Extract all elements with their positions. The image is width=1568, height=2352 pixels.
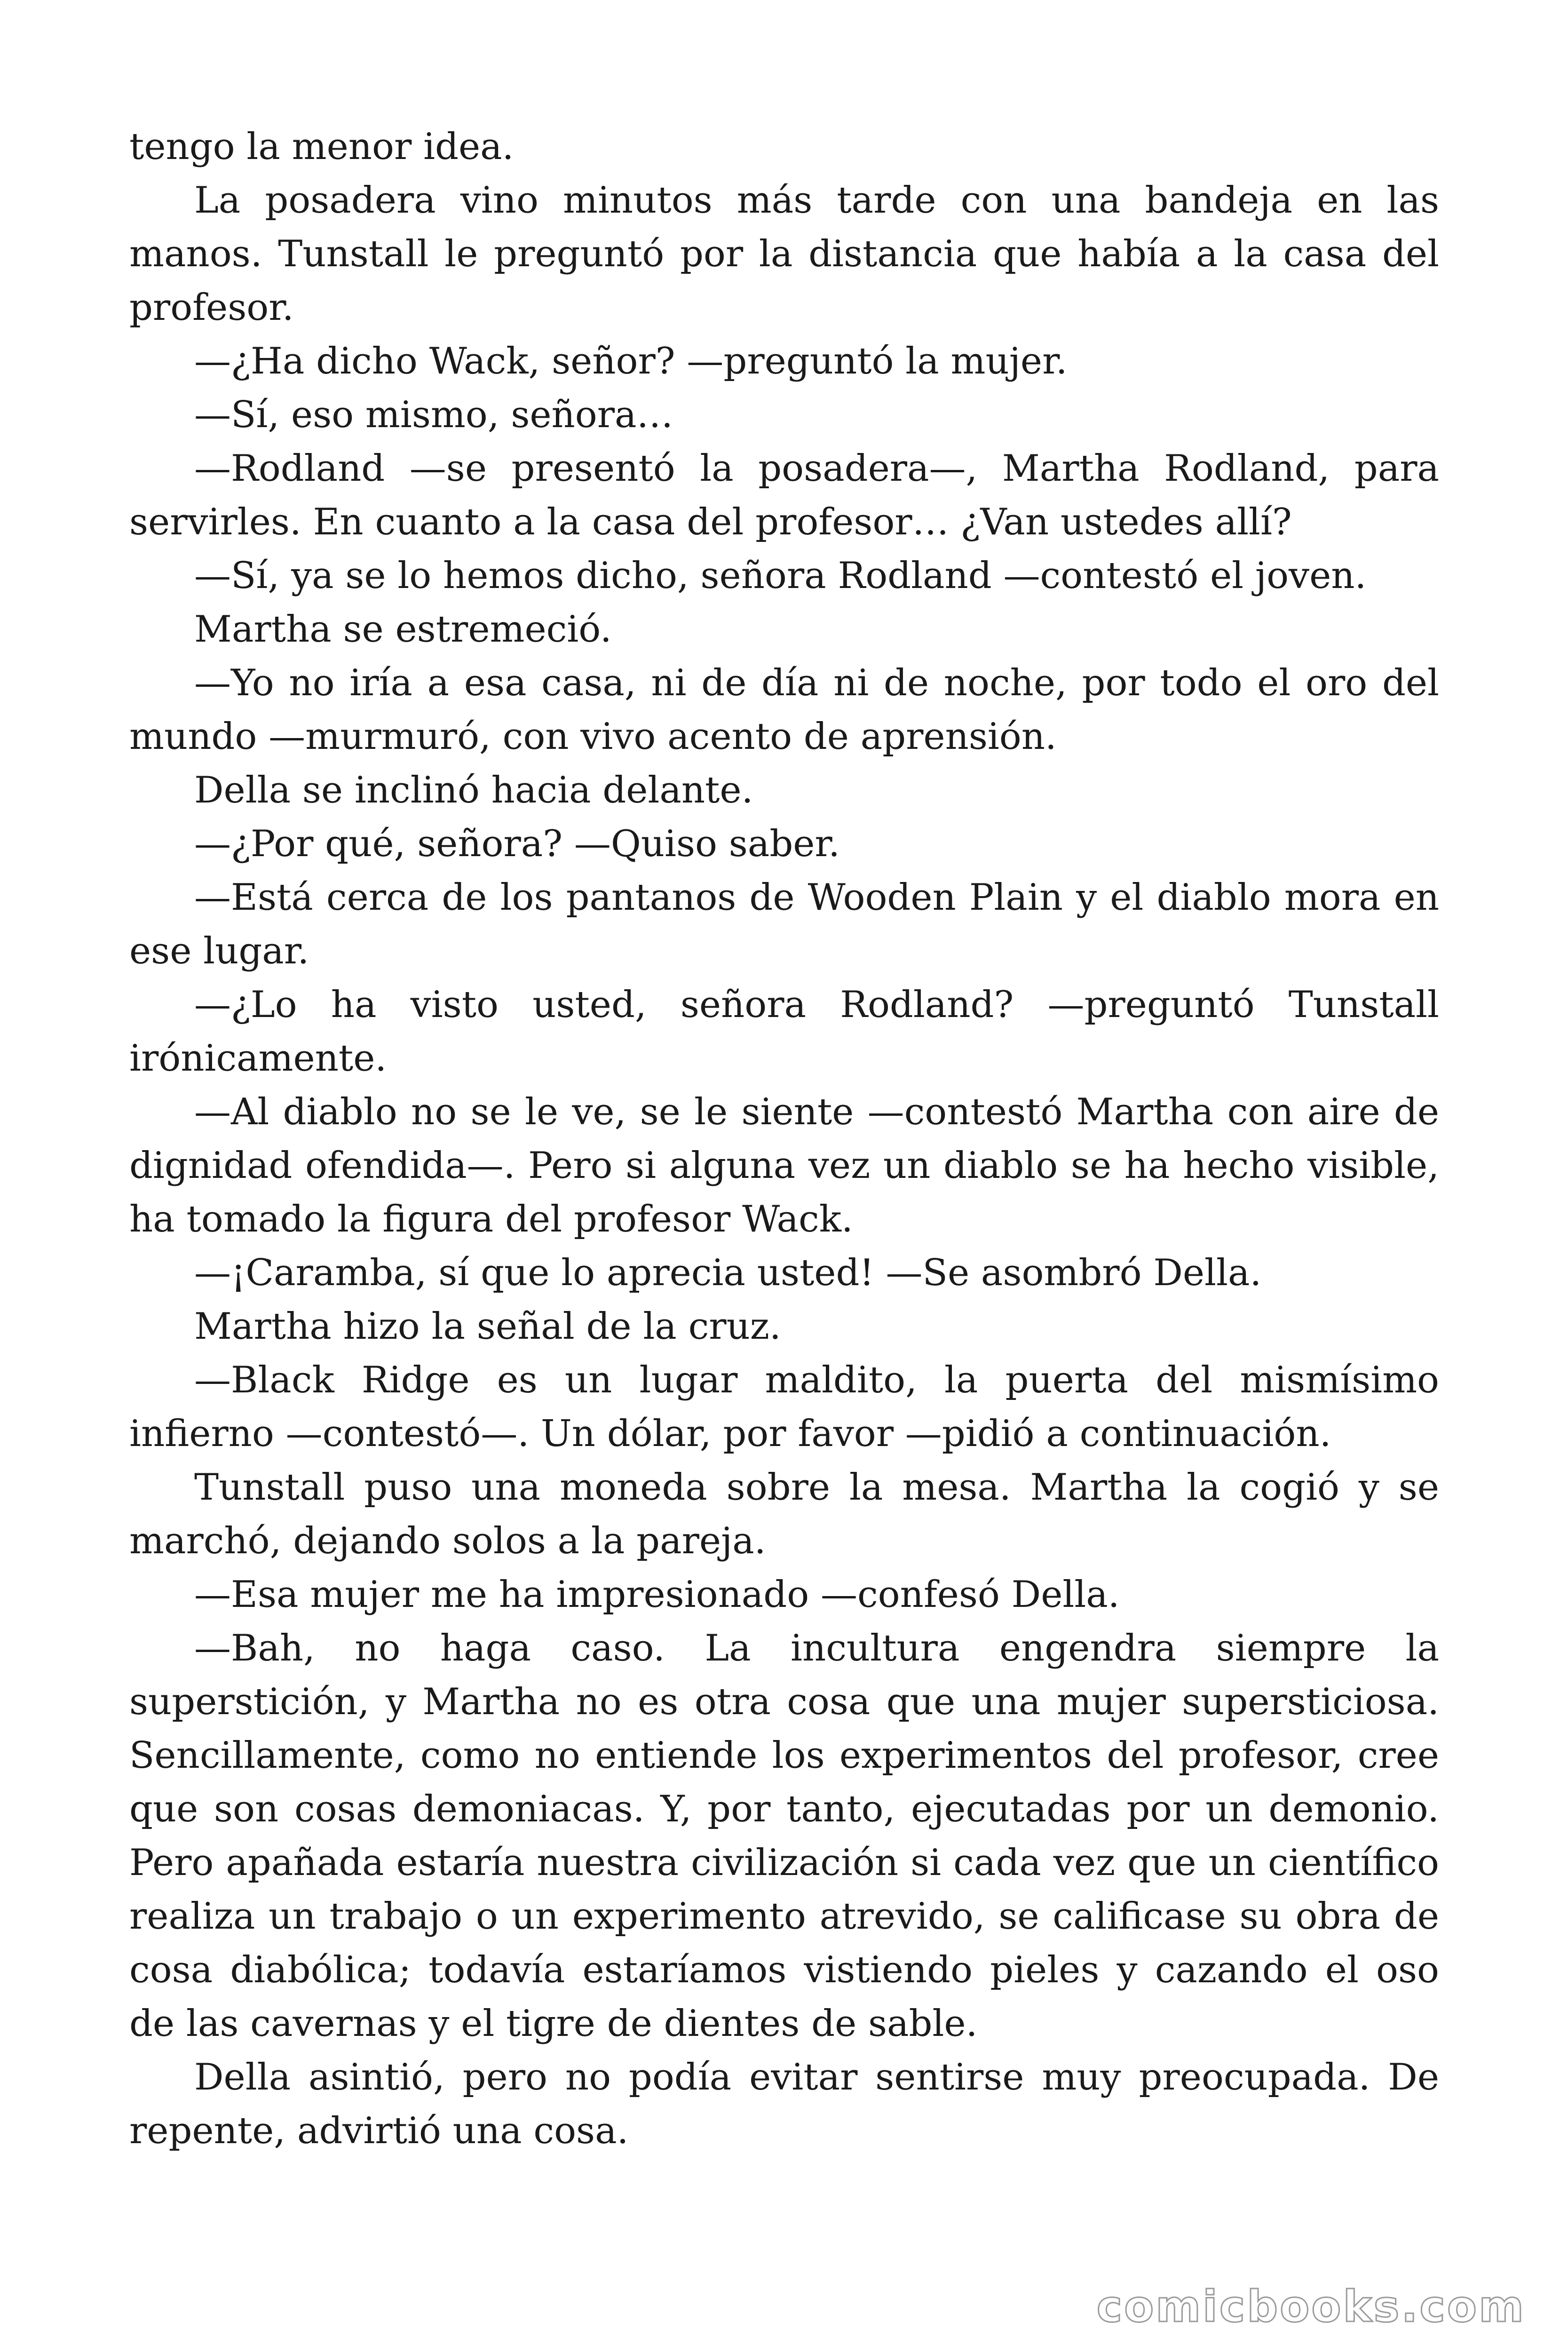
paragraph-8: —Yo no iría a esa casa, ni de día ni de noche, por todo el oro del mundo —murmuró, con vivo acento de aprensión. [129, 662, 1439, 758]
paragraph-14: —¡Caramba, sí que lo aprecia usted! —Se asombró Della. [194, 1252, 1262, 1294]
paragraph-4: —Sí, eso mismo, señora… [194, 394, 673, 436]
body-text [129, 120, 1439, 2158]
paragraph-17: Tunstall puso una moneda sobre la mesa. Martha la cogió y se marchó, dejando solos a la pareja. [129, 1466, 1439, 1562]
paragraph-19: —Bah, no haga caso. La incultura engendra siempre la superstición, y Martha no es otra cosa que una mujer supersticiosa. Sencillamente, como no entiende los experimentos del profesor, cree que son cosas demoniacas. Y, por tanto, ejecutadas por un demonio. Pero apañada estaría nuestra civilización si cada vez que un científico realiza un trabajo o un experimento atrevido, se calificase su obra de cosa diabólica; todavía estaríamos vistiendo pieles y cazando el oso de las cavernas y el tigre de dientes de sable. [129, 1627, 1439, 2045]
paragraph-20: Della asintió, pero no podía evitar sentirse muy preocupada. De repente, advirtió una cosa. [129, 2056, 1439, 2152]
paragraph-7: Martha se estremeció. [194, 608, 612, 651]
paragraph-1: tengo la menor idea. [129, 126, 514, 168]
paragraph-10: —¿Por qué, señora? —Quiso saber. [194, 823, 840, 865]
paragraph-9: Della se inclinó hacia delante. [194, 769, 753, 811]
paragraph-16: —Black Ridge es un lugar maldito, la puerta del mismísimo infierno —contestó—. Un dólar, por favor —pidió a continuación. [129, 1359, 1439, 1455]
paragraph-12: —¿Lo ha visto usted, señora Rodland? —preguntó Tunstall irónicamente. [129, 984, 1439, 1080]
watermark: comicbooks.com [1096, 2281, 1526, 2332]
paragraph-13: —Al diablo no se le ve, se le siente —contestó Martha con aire de dignidad ofendida—. Pero si alguna vez un diablo se ha hecho visible, ha tomado la figura del profesor Wack. [129, 1091, 1439, 1240]
paragraph-5: —Rodland —se presentó la posadera—, Martha Rodland, para servirles. En cuanto a la casa del profesor… ¿Van ustedes allí? [129, 447, 1439, 543]
paragraph-15: Martha hizo la señal de la cruz. [194, 1305, 781, 1348]
paragraph-18: —Esa mujer me ha impresionado —confesó Della. [194, 1573, 1120, 1616]
paragraph-2: La posadera vino minutos más tarde con una bandeja en las manos. Tunstall le preguntó por la distancia que había a la casa del profesor. [129, 179, 1439, 329]
paragraph-3: —¿Ha dicho Wack, señor? —preguntó la mujer. [194, 340, 1068, 382]
paragraph-6: —Sí, ya se lo hemos dicho, señora Rodland —contestó el joven. [194, 555, 1367, 597]
paragraph-11: —Está cerca de los pantanos de Wooden Plain y el diablo mora en ese lugar. [129, 876, 1439, 972]
